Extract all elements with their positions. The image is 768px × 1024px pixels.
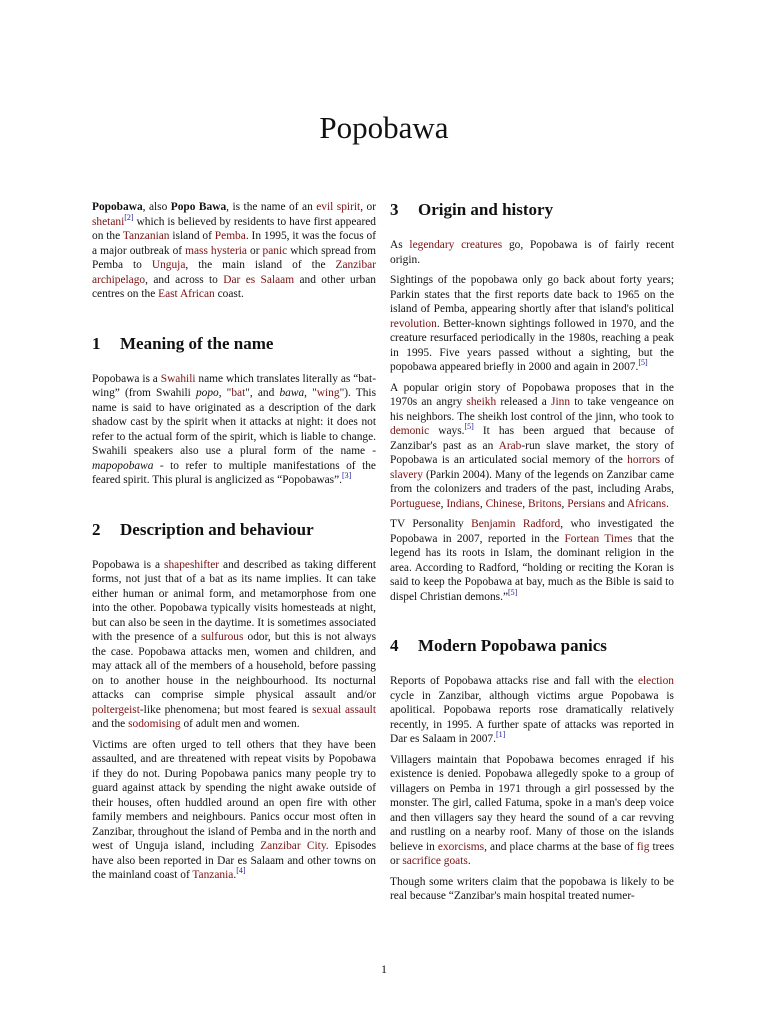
origin-paragraph-4: TV Personality Benjamin Radford, who investigated the Popobawa in 2007, reported in the Fortean Times that the legend has its roots in Islam, the dominant religion in the area. According to Radford, “holding or reciting the Koran is said to keep the Popobawa at bay, much as the Bible is said to dispel Christian demons.”[5] — [390, 518, 674, 603]
link-sacrifice-goats[interactable]: sacrifice goats — [402, 855, 468, 867]
link-pemba[interactable]: Pemba — [214, 230, 246, 242]
left-column — [92, 200, 376, 889]
link-exorcisms[interactable]: exorcisms — [437, 840, 485, 853]
link-shetani[interactable]: shetani — [92, 215, 125, 228]
link-zanzibar-city[interactable]: Zanzibar City — [260, 840, 326, 852]
link-indians[interactable]: Indians — [446, 497, 480, 510]
origin-paragraph-3: A popular origin story of Popobawa proposes that in the 1970s an angry sheikh released a Jinn to take vengeance on his neighbors. The sheikh lost control of the jinn, who took to demonic ways.[5] It has been argued that because of Zanzibar's past as an Arab-run slave market, the story of Popobawa is an articulated social memory of the horrors of slavery (Parkin 2004). Many of the legends on Zanzibar came from the colonizers and traders of the past, including Arabs, Portuguese, Indians, Chinese, Britons, Persians and Africans. — [390, 381, 674, 510]
link-sodomising[interactable]: sodomising — [128, 718, 181, 730]
link-swahili[interactable]: Swahili — [160, 372, 196, 385]
term-popo-bawa: Popo Bawa — [170, 201, 227, 213]
intro-paragraph: Popobawa, also Popo Bawa, is the name of an evil spirit, or shetani[2] which is believed by residents to have first appeared on the Tanzanian island of Pemba. In 1995, it was the focus of a major outbreak of mass hysteria or panic which spread from Pemba to Unguja, the main island of the Zanzibar archipelago, and across to Dar es Salaam and other urban centres on the East African coast. — [92, 201, 377, 300]
section-heading-origin: 3 Origin and history — [390, 200, 554, 219]
link-panic[interactable]: panic — [262, 244, 288, 257]
link-dar-es-salaam[interactable]: Dar es Salaam — [223, 273, 295, 286]
link-wing[interactable]: wing — [316, 387, 340, 399]
modern-paragraph-2: Villagers maintain that Popobawa becomes enraged if his existence is denied. Popobawa allegedly spoke to a group of villagers on Pemba in 1971 through a girl possessed by the monster. The girl, called Fatuma, spoke in a man's deep voice and then villagers say they heard the sound of a car revving and rustling on a nearby roof. Many of those on the islands believe in exorcisms, and place charms at the base of fig trees or sacrifice goats. — [390, 753, 674, 867]
section-heading-modern: 4 Modern Popobawa panics — [390, 636, 607, 655]
link-africans[interactable]: Africans — [626, 497, 666, 510]
origin-paragraph-1: As legendary creatures go, Popobawa is of fairly recent origin. — [390, 239, 674, 266]
link-tanzania[interactable]: Tanzania — [192, 869, 234, 881]
link-demonic[interactable]: demonic — [390, 425, 430, 437]
link-britons[interactable]: Britons — [527, 497, 562, 510]
modern-paragraph-3: Though some writers claim that the popobawa is likely to be real because “Zanzibar's main hospital treated numer- — [390, 875, 674, 902]
link-horrors[interactable]: horrors — [627, 454, 661, 466]
link-jinn[interactable]: Jinn — [551, 396, 571, 408]
section-heading-description: 2 Description and behaviour — [92, 519, 314, 539]
link-east-african[interactable]: East African — [158, 288, 215, 300]
ref-2[interactable]: [2] — [124, 212, 134, 222]
term-popobawa: Popobawa — [92, 201, 143, 213]
link-bat[interactable]: bat — [231, 387, 246, 399]
ref-4[interactable]: [4] — [236, 866, 246, 876]
modern-paragraph-1: Reports of Popobawa attacks rise and fall with the election cycle in Zanzibar, although victims argue Popobawa is apolitical. Popobawa reports rose dramatically relatively recently, in 1995. A further spate of attacks was reported in Dar es Salaam in 2007.[1] — [390, 675, 674, 745]
link-sheikh[interactable]: sheikh — [466, 396, 497, 408]
ref-5[interactable]: [5] — [508, 587, 518, 597]
origin-paragraph-2: Sightings of the popobawa only go back about forty years; Parkin states that the first reports date back to 1965 on the island of Pemba, appearing shortly after that island's political revolution. Better-known sightings followed in 1970, and the creature resurfaced periodically in the 1980s, reaching a peak in 1995. Five years passed without a sighting, but the popobawa appeared briefly in 2000 and again in 2007.[5] — [390, 274, 674, 373]
description-paragraph-1: Popobawa is a shapeshifter and described as taking different forms, not just that of a bat as its name implies. It can take either human or animal form, and metamorphose from one into the other. Popobawa typically visits homesteads at night, but can also be seen in the daytime. It is sometimes associated with the presence of a sulfurous odor, but this is not always the case. Popobawa attacks men, women and children, and may attack all of the members of a household, before passing on to another house in the neighbourhood. Its nocturnal attacks can comprise simple physical assault and/or poltergeist-like phenomena; but most feared is sexual assault and the sodomising of adult men and women. — [92, 558, 376, 730]
link-mass-hysteria[interactable]: mass hysteria — [185, 244, 247, 257]
right-column — [390, 200, 674, 910]
link-tanzanian[interactable]: Tanzanian — [122, 230, 170, 242]
meaning-paragraph: Popobawa is a Swahili name which translates literally as “bat-wing” (from Swahili popo, "bat", and bawa, "wing"). This name is said to have originated as a description of the dark shadow cast by the spirit when it attacks at night: it does not refer to the actual form of the spirit, which is liable to change. Swahili speakers also use a plural form of the name - mapopobawa - to refer to multiple manifestations of the feared spirit. This plural is anglicized as “Popobawas”.[3] — [92, 372, 377, 486]
link-unguja[interactable]: Unguja — [151, 259, 186, 271]
link-revolution[interactable]: revolution — [390, 317, 437, 330]
link-arab[interactable]: Arab — [498, 439, 522, 452]
ref-1[interactable]: [1] — [495, 730, 506, 740]
link-fig[interactable]: fig — [636, 840, 650, 853]
link-poltergeist[interactable]: poltergeist — [92, 703, 140, 716]
section-heading-meaning: 1 Meaning of the name — [92, 333, 274, 353]
link-chinese[interactable]: Chinese — [485, 497, 523, 510]
ref-5[interactable]: [5] — [638, 358, 648, 368]
ref-5[interactable]: [5] — [464, 422, 474, 432]
page-number: 1 — [381, 962, 387, 976]
link-sulfurous[interactable]: sulfurous — [201, 631, 244, 643]
link-legendary-creatures[interactable]: legendary creatures — [409, 239, 503, 251]
link-benjamin-radford[interactable]: Benjamin Radford — [471, 518, 561, 530]
link-election[interactable]: election — [637, 675, 674, 687]
link-evil-spirit[interactable]: evil spirit — [316, 201, 361, 213]
link-slavery[interactable]: slavery — [390, 468, 423, 481]
description-paragraph-2: Victims are often urged to tell others that they have been assaulted, and are threatened with repeat visits by Popobawa if they do not. During Popobawa panics many people try to guard against attack by spending the night awake outside of their houses, often huddled around an open fire with other family members and neighbours. Panics occur most often in Zanzibar, throughout the island of Pemba and in the north and west of Unguja island, including Zanzibar City. Episodes have also been reported in Dar es Salaam and other towns on the mainland coast of Tanzania.[4] — [92, 738, 376, 881]
page-title: Popobawa — [319, 110, 449, 145]
link-shapeshifter[interactable]: shapeshifter — [164, 558, 220, 571]
ref-3[interactable]: [3] — [342, 471, 352, 481]
link-zanzibar-archipelago[interactable]: Zanzibar archipelago — [92, 259, 376, 286]
link-persians[interactable]: Persians — [567, 497, 606, 510]
link-fortean-times[interactable]: Fortean Times — [564, 532, 633, 545]
link-sexual-assault[interactable]: sexual assault — [312, 703, 376, 716]
link-portuguese[interactable]: Portuguese — [390, 497, 441, 510]
